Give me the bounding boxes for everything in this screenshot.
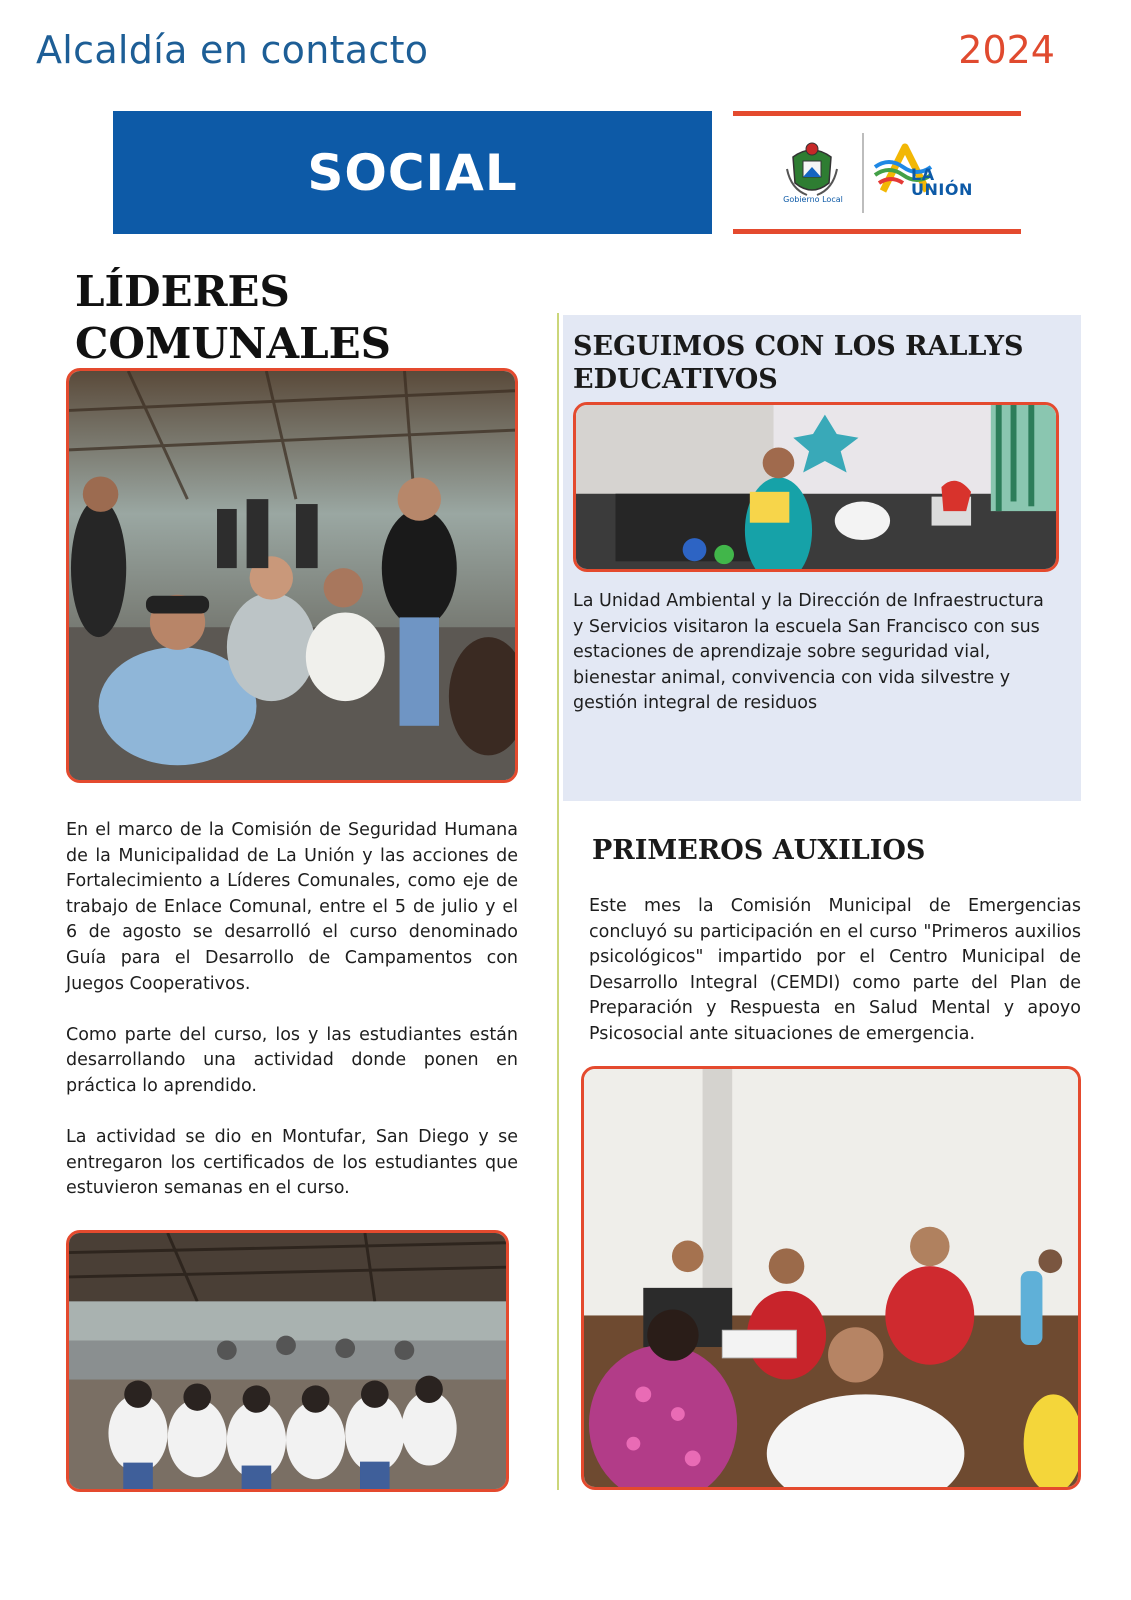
municipal-logo: [733, 111, 1021, 234]
coat-caption: Gobierno Local: [783, 195, 843, 204]
group-hug-image: [69, 1233, 506, 1489]
municipality-name: [911, 167, 973, 197]
photo-rally-presenter: [573, 402, 1059, 572]
left-title-line-2: COMUNALES: [75, 319, 391, 368]
rally-presenter-image: [576, 405, 1056, 569]
left-paragraph-2: Como parte del curso, los y las estudiantes están desarrollando una actividad donde ponen en práctica lo aprendido.: [66, 1024, 518, 1096]
publication-year: 2024: [958, 28, 1055, 72]
left-paragraph-1: En el marco de la Comisión de Seguridad Humana de la Municipalidad de La Unión y las acciones de Fortalecimiento a Líderes Comunales, como eje de trabajo de Enlace Comunal, entre el 5 de julio y el 6 de agosto se desarrolló el curso denominado Guía para el Desarrollo de Campamentos con Juegos Cooperativos.: [66, 820, 518, 994]
column-divider: [557, 313, 559, 1490]
meeting-image: [584, 1069, 1078, 1487]
section-label: SOCIAL: [307, 143, 518, 202]
left-article-title: [75, 266, 391, 370]
photo-group-hug: [66, 1230, 509, 1492]
primeros-title: PRIMEROS AUXILIOS: [592, 835, 926, 866]
photo-leaders-game: [66, 368, 518, 783]
logo-top-bar: [733, 111, 1021, 116]
publication-title: Alcaldía en contacto: [36, 28, 429, 72]
section-banner: [113, 111, 712, 234]
rallys-body: La Unidad Ambiental y la Dirección de Infraestructura y Servicios visitaron la escuela San Francisco con sus estaciones de aprendizaje sobre seguridad vial, bienestar animal, convivencia con vida silvestre y gestión integral de residuos: [573, 591, 1044, 714]
left-title-line-1: LÍDERES: [75, 267, 290, 316]
rallys-title-line-1: SEGUIMOS CON LOS RALLYS: [573, 331, 1024, 362]
logo-bottom-bar: [733, 229, 1021, 234]
left-paragraph-3: La actividad se dio en Montufar, San Diego y se entregaron los certificados de los estudiantes que estuvieron semanas en el curso.: [66, 1127, 518, 1199]
left-article-body: [66, 818, 518, 1202]
leaders-game-image: [69, 371, 515, 780]
primeros-body: Este mes la Comisión Municipal de Emergencias concluyó su participación en el curso "Primeros auxilios psicológicos" impartido por el Centro Municipal de Desarrollo Integral (CEMDI) como parte del Plan de Preparación y Respuesta en Salud Mental y apoyo Psicosocial ante situaciones de emergencia.: [589, 896, 1081, 1044]
photo-meeting: [581, 1066, 1081, 1490]
municipality-line-1: LA: [911, 165, 935, 184]
rallys-title: [573, 330, 1024, 396]
logo-divider: [862, 133, 864, 213]
coat-of-arms-icon: [785, 139, 839, 201]
municipality-line-2: UNIÓN: [911, 180, 973, 199]
rallys-title-line-2: EDUCATIVOS: [573, 364, 778, 395]
